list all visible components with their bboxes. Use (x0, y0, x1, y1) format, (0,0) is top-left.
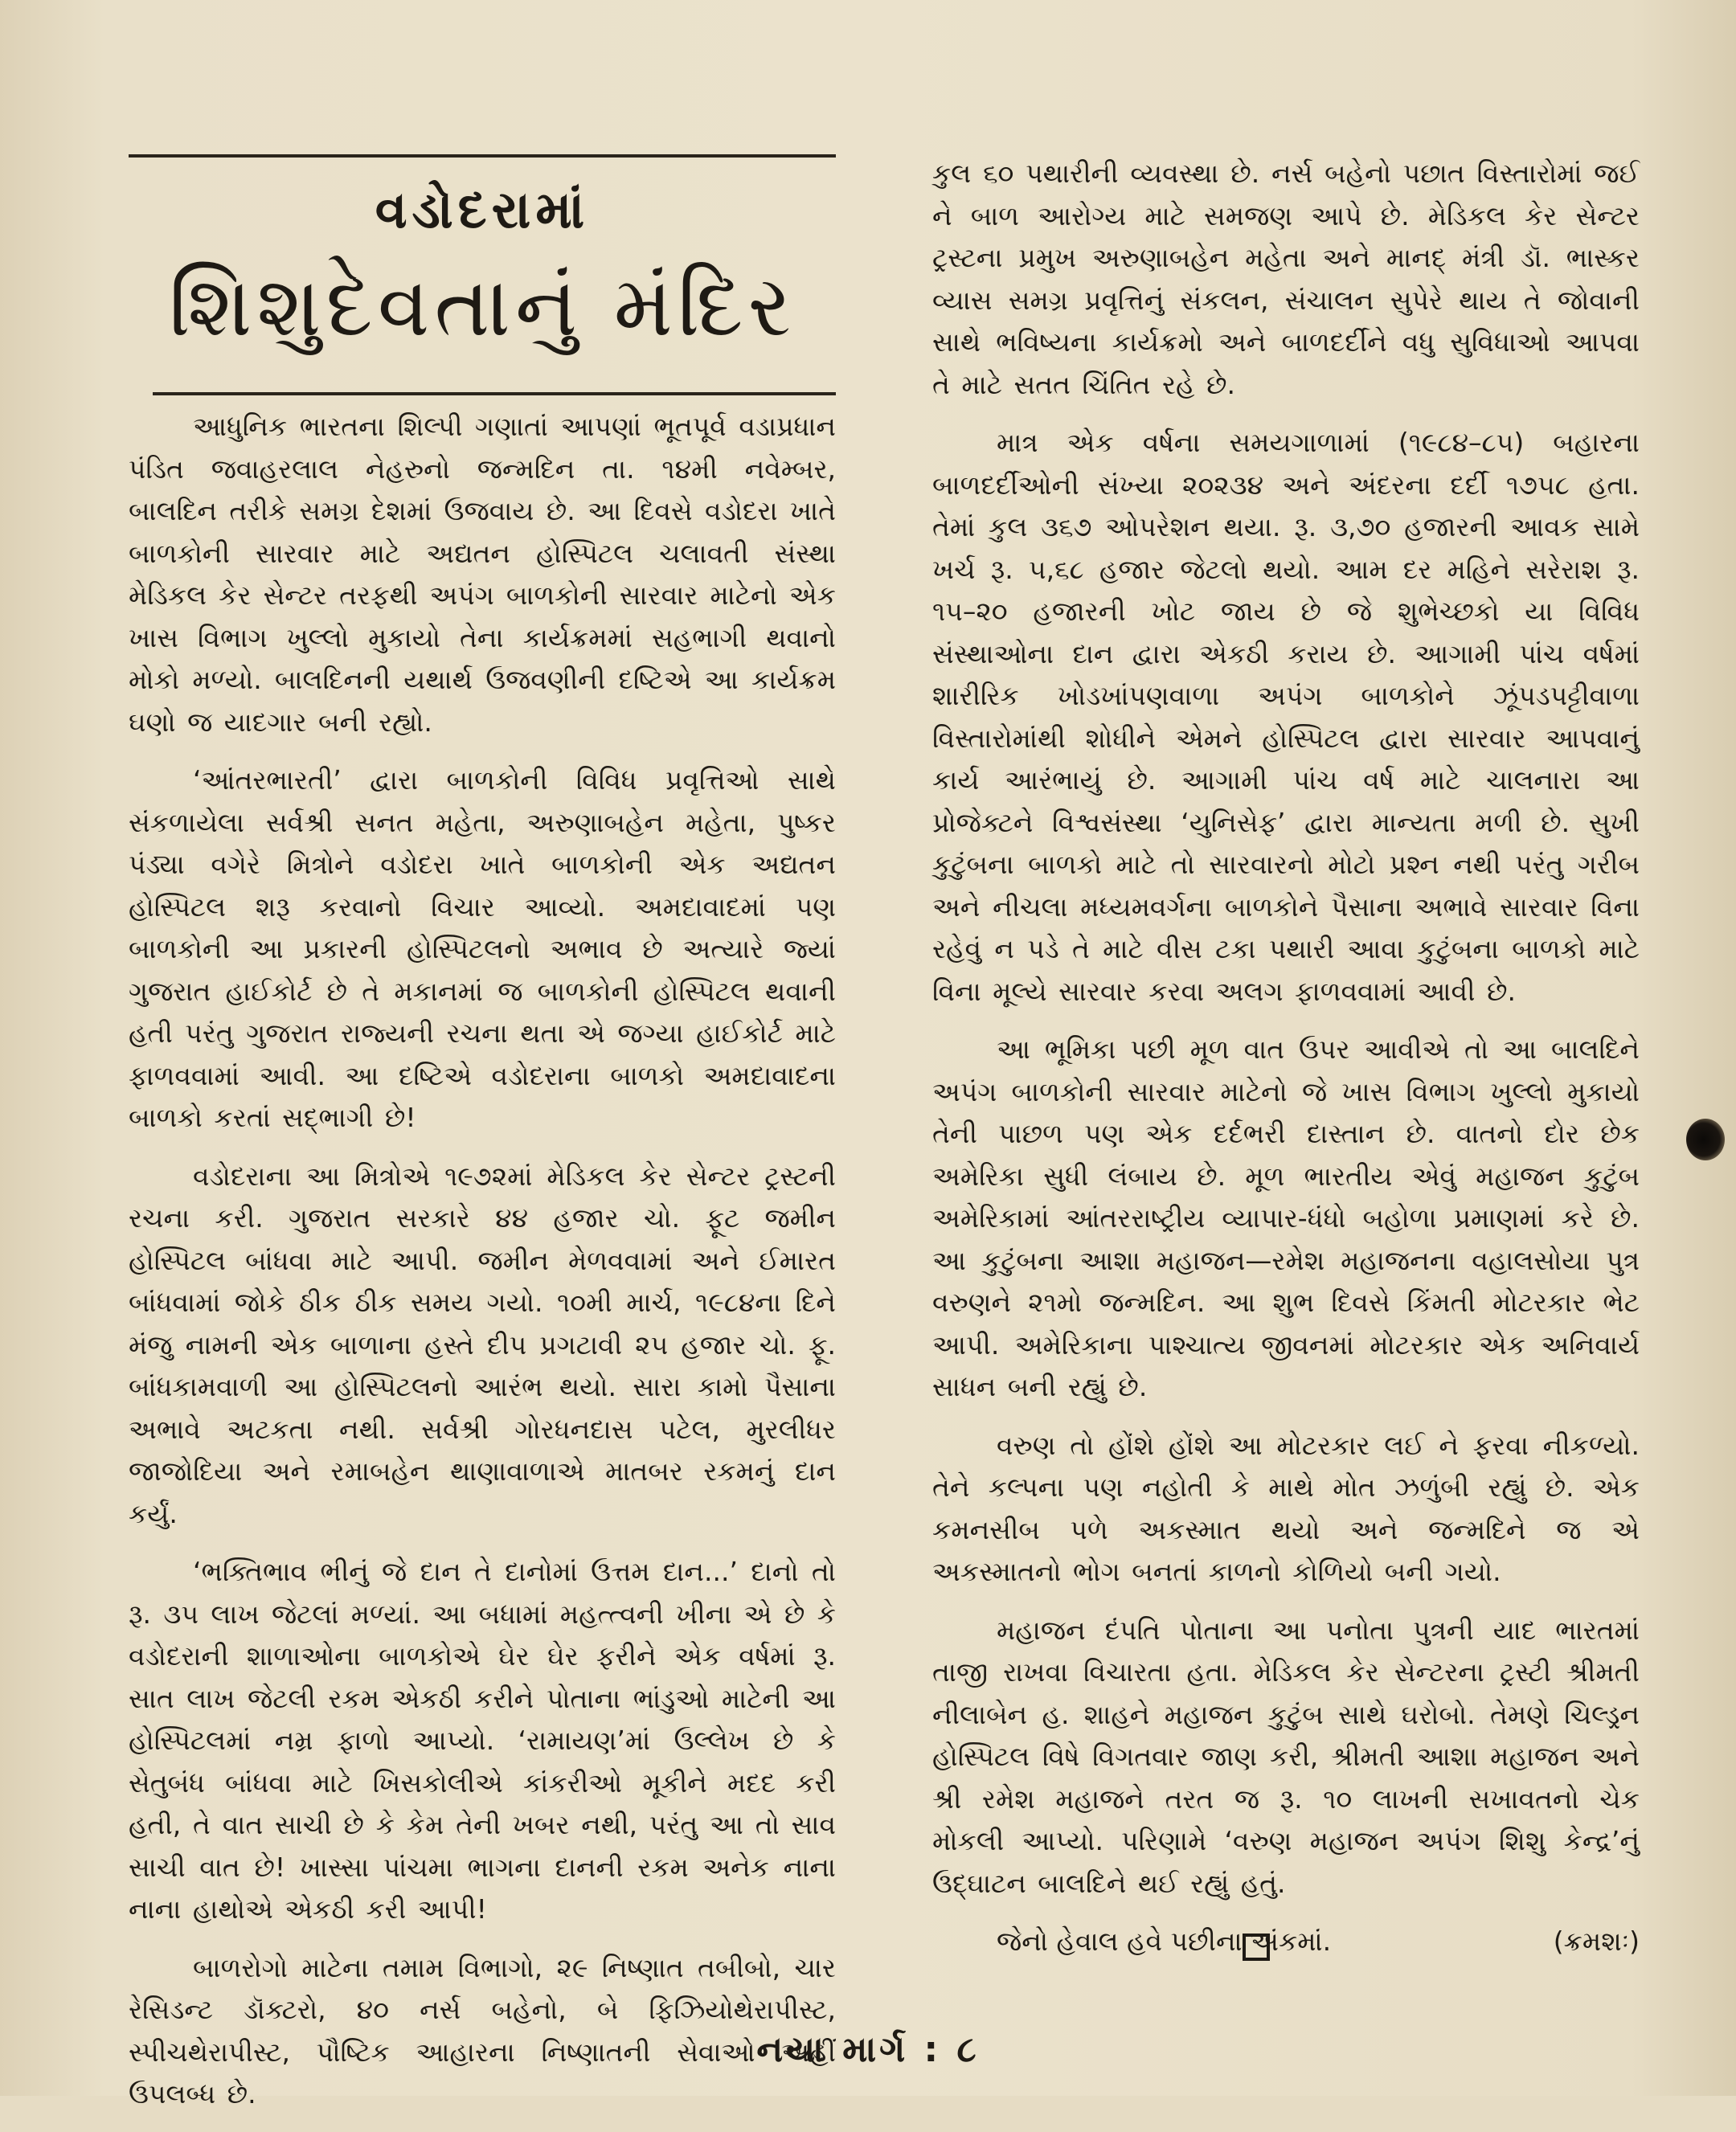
page-footer: નયા માર્ગ : ૮ (756, 2029, 980, 2070)
paragraph: માત્ર એક વર્ષના સમયગાળામાં (૧૯૮૪–૮૫) બહારના બાળદર્દીઓની સંખ્યા ૨૦૨૩૪ અને અંદરના દર્દી ૧૭૫૮ હતા. તેમાં કુલ ૩૬૭ ઓપરેશન થયા. રૂ. ૩,૭૦ હજારની આવક સામે ખર્ચ રૂ. ૫,૬૮ હજાર જેટલો થયો. આમ દર મહિને સરેરાશ રૂ. ૧૫–૨૦ હજારની ખોટ જાય છે જે શુભેચ્છકો યા વિવિધ સંસ્થાઓના દાન દ્વારા એકઠી કરાય છે. આગામી પાંચ વર્ષમાં શારીરિક ખોડખાંપણવાળા અપંગ બાળકોને ઝૂંપડપટ્ટીવાળા વિસ્તારોમાંથી શોધીને એમને હોસ્પિટલ દ્વારા સારવાર આપવાનું કાર્ય આરંભાયું છે. આગામી પાંચ વર્ષ માટે ચાલનારા આ પ્રોજેક્ટને વિશ્વસંસ્થા ‘યુનિસેફ’ દ્વારા માન્યતા મળી છે. સુખી કુટુંબના બાળકો માટે તો સારવારનો મોટો પ્રશ્ન નથી પરંતુ ગરીબ અને નીચલા મધ્યમવર્ગના બાળકોને પૈસાના અભાવે સારવાર વિના રહેવું ન પડે તે માટે વીસ ટકા પથારી આવા કુટુંબના બાળકો માટે વિના મૂલ્યે સારવાર કરવા અલગ ફાળવવામાં આવી છે. (932, 427, 1640, 1007)
closing-line (932, 1921, 1640, 1963)
left-column (129, 406, 836, 2132)
paragraph: વડોદરાના આ મિત્રોએ ૧૯૭૨માં મેડિકલ કેર સેન્ટર ટ્રસ્ટની રચના કરી. ગુજરાત સરકારે ૪૪ હજાર ચો. ફૂટ જમીન હોસ્પિટલ બાંધવા માટે આપી. જમીન મેળવવામાં અને ઈમારત બાંધવામાં જોકે ઠીક ઠીક સમય ગયો. ૧૦મી માર્ચ, ૧૯૮૪ના દિને મંજુ નામની એક બાળાના હસ્તે દીપ પ્રગટાવી ૨૫ હજાર ચો. ફૂ. બાંધકામવાળી આ હોસ્પિટલનો આરંભ થયો. સારા કામો પૈસાના અભાવે અટકતા નથી. સર્વશ્રી ગોરધનદાસ પટેલ, મુરલીધર જાજોદિયા અને રમાબહેન થાણાવાળાએ માતબર રકમનું દાન કર્યું. (129, 1160, 836, 1529)
paragraph: બાળરોગો માટેના તમામ વિભાગો, ૨૯ નિષ્ણાત તબીબો, ચાર રેસિડન્ટ ડૉક્ટરો, ૪૦ નર્સ બહેનો, બે ફિઝિયોથેરાપીસ્ટ, સ્પીચથેરાપીસ્ટ, પૌષ્ટિક આહારના નિષ્ણાતની સેવાઓ અહીં ઉપલબ્ધ છે. (129, 1951, 836, 2109)
continued-label: (ક્રમશઃ) (1553, 1925, 1640, 1957)
paragraph: વરુણ તો હોંશે હોંશે આ મોટરકાર લઈ ને ફરવા નીકળ્યો. તેને કલ્પના પણ નહોતી કે માથે મોત ઝળુંબી રહ્યું છે. એક કમનસીબ પળે અકસ્માત થયો અને જન્મદિને જ એ અકસ્માતનો ભોગ બનતાં કાળનો કોળિયો બની ગયો. (932, 1429, 1640, 1587)
paragraph: મહાજન દંપતિ પોતાના આ પનોતા પુત્રની યાદ ભારતમાં તાજી રાખવા વિચારતા હતા. મેડિકલ કેર સેન્ટરના ટ્રસ્ટી શ્રીમતી નીલાબેન હ. શાહને મહાજન કુટુંબ સાથે ઘરોબો. તેમણે ચિલ્ડ્રન હોસ્પિટલ વિષે વિગતવાર જાણ કરી, શ્રીમતી આશા મહાજન અને શ્રી રમેશ મહાજને તરત જ રૂ. ૧૦ લાખની સખાવતનો ચેક મોકલી આપ્યો. પરિણામે ‘વરુણ મહાજન અપંગ શિશુ કેન્દ્ર’નું ઉદ્ઘાટન બાલદિને થઈ રહ્યું હતું. (932, 1614, 1640, 1899)
title-rule-top (129, 154, 836, 158)
closing-text: જેનો હેવાલ હવે પછીના અંકમાં. (997, 1925, 1332, 1957)
article-title: શિશુદેવતાનું મંદિર (168, 257, 796, 355)
title-rule-bottom (153, 392, 836, 395)
paragraph: ‘આંતરભારતી’ દ્વારા બાળકોની વિવિધ પ્રવૃત્તિઓ સાથે સંકળાયેલા સર્વશ્રી સનત મહેતા, અરુણાબહેન મહેતા, પુષ્કર પંડ્યા વગેરે મિત્રોને વડોદરા ખાતે બાળકોની એક અદ્યતન હોસ્પિટલ શરૂ કરવાનો વિચાર આવ્યો. અમદાવાદમાં પણ બાળકોની આ પ્રકારની હોસ્પિટલનો અભાવ છે અત્યારે જ્યાં ગુજરાત હાઈકોર્ટ છે તે મકાનમાં જ બાળકોની હોસ્પિટલ થવાની હતી પરંતુ ગુજરાત રાજ્યની રચના થતા એ જગ્યા હાઈકોર્ટ માટે ફાળવવામાં આવી. આ દષ્ટિએ વડોદરાના બાળકો અમદાવાદના બાળકો કરતાં સદ્ભાગી છે! (129, 764, 836, 1133)
end-mark-icon (1243, 1934, 1270, 1961)
paragraph: આધુનિક ભારતના શિલ્પી ગણાતાં આપણાં ભૂતપૂર્વ વડાપ્રધાન પંડિત જવાહરલાલ નેહરુનો જન્મદિન તા. ૧૪મી નવેમ્બર, બાલદિન તરીકે સમગ્ર દેશમાં ઉજવાય છે. આ દિવસે વડોદરા ખાતે બાળકોની સારવાર માટે અદ્યતન હોસ્પિટલ ચલાવતી સંસ્થા મેડિકલ કેર સેન્ટર તરફથી અપંગ બાળકોની સારવાર માટેનો એક ખાસ વિભાગ ખુલ્લો મુકાયો તેના કાર્યક્રમમાં સહભાગી થવાનો મોકો મળ્યો. બાલદિનની યથાર્થ ઉજવણીની દષ્ટિએ આ કાર્યક્રમ ઘણો જ યાદગાર બની રહ્યો. (129, 411, 836, 738)
article-subtitle: વડોદરામાં (375, 181, 590, 240)
right-column (932, 153, 1640, 1963)
paper-hole (1686, 1119, 1725, 1160)
paragraph: કુલ ૬૦ પથારીની વ્યવસ્થા છે. નર્સ બહેનો પછાત વિસ્તારોમાં જઈ ને બાળ આરોગ્ય માટે સમજણ આપે છે. મેડિકલ કેર સેન્ટર ટ્રસ્ટના પ્રમુખ અરુણાબહેન મહેતા અને માનદ્ મંત્રી ડૉ. ભાસ્કર વ્યાસ સમગ્ર પ્રવૃત્તિનું સંકલન, સંચાલન સુપેરે થાય તે જોવાની સાથે ભવિષ્યના કાર્યક્રમો અને બાળદર્દીને વધુ સુવિધાઓ આપવા તે માટે સતત ચિંતિત રહે છે. (932, 158, 1640, 400)
paragraph: ‘ભક્તિભાવ ભીનું જે દાન તે દાનોમાં ઉત્તમ દાન...’ દાનો તો રૂ. ૩૫ લાખ જેટલાં મળ્યાં. આ બધામાં મહત્ત્વની ખીના એ છે કે વડોદરાની શાળાઓના બાળકોએ ઘેર ઘેર ફરીને એક વર્ષમાં રૂ. સાત લાખ જેટલી રકમ એકઠી કરીને પોતાના ભાંડુઓ માટેની આ હોસ્પિટલમાં નમ્ર ફાળો આપ્યો. ‘રામાયણ’માં ઉલ્લેખ છે કે સેતુબંધ બાંધવા માટે ખિસકોલીએ કાંકરીઓ મૂકીને મદદ કરી હતી, તે વાત સાચી છે કે કેમ તેની ખબર નથી, પરંતુ આ તો સાવ સાચી વાત છે! ખાસ્સા પાંચમા ભાગના દાનની રકમ અનેક નાના નાના હાથોએ એકઠી કરી આપી! (129, 1556, 836, 1925)
paragraph: આ ભૂમિકા પછી મૂળ વાત ઉપર આવીએ તો આ બાલદિને અપંગ બાળકોની સારવાર માટેનો જે ખાસ વિભાગ ખુલ્લો મુકાયો તેની પાછળ પણ એક દર્દભરી દાસ્તાન છે. વાતનો દોર છેક અમેરિકા સુધી લંબાય છે. મૂળ ભારતીય એવું મહાજન કુટુંબ અમેરિકામાં આંતરરાષ્ટ્રીય વ્યાપાર-ધંધો બહોળા પ્રમાણમાં કરે છે. આ કુટુંબના આશા મહાજન—રમેશ મહાજનના વહાલસોયા પુત્ર વરુણને ૨૧મો જન્મદિન. આ શુભ દિવસે કિંમતી મોટરકાર ભેટ આપી. અમેરિકાના પાશ્ચાત્ય જીવનમાં મોટરકાર એક અનિવાર્ય સાધન બની રહ્યું છે. (932, 1033, 1640, 1402)
